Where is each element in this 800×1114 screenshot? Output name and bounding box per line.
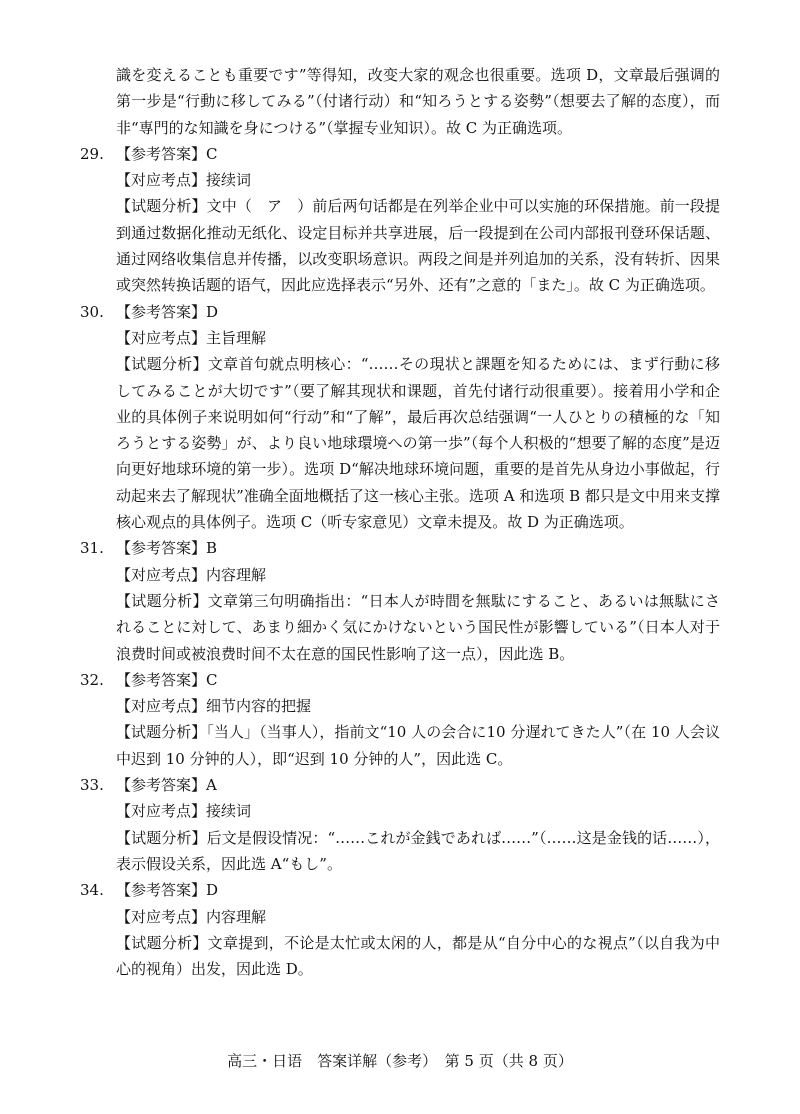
- exam-point: 【对应考点】接续词: [116, 802, 252, 821]
- question-number: 31.: [80, 539, 104, 558]
- reference-answer: 【参考答案】D: [116, 881, 219, 900]
- question-number: 33.: [80, 776, 104, 795]
- question-number: 34.: [80, 881, 104, 900]
- question-32: [80, 667, 720, 772]
- exam-point: 【对应考点】主旨理解: [116, 328, 267, 347]
- question-analysis: 【试题分析】后文是假设情况：“……これが金銭であれば……”（……这是金钱的话……），表示假设关系，因此选 A“もし”。: [116, 828, 720, 873]
- exam-point: 【对应考点】内容理解: [116, 565, 267, 584]
- question-31: [80, 535, 720, 666]
- reference-answer: 【参考答案】A: [116, 776, 217, 795]
- question-analysis: 【试题分析】文章第三句明确指出：“日本人が時間を無駄にすること、あるいは無駄にされることに対して、あまり細かく気にかけないという国民性が影響している”（日本人对于浪费时间或被浪费时间不太在意的国民性影响了这一点），因此选 B。: [116, 591, 720, 663]
- question-analysis: 【试题分析】文章提到，不论是太忙或太闲的人，都是从“自分中心的な視点”（以自我为中心的视角）出发，因此选 D。: [116, 933, 720, 979]
- reference-answer: 【参考答案】D: [116, 302, 219, 321]
- question-30: [80, 299, 720, 536]
- question-number: 29.: [80, 144, 104, 163]
- exam-point: 【对应考点】接续词: [116, 171, 252, 190]
- question-number: 30.: [80, 302, 104, 321]
- question-analysis: 【试题分析】文中（ ア ）前后两句话都是在列举企业中可以实施的环保措施。前一段提到通过数据化推动无纸化、设定目标并共享进展，后一段提到在公司内部报刊登环保话题、通过网络收集信息并传播，以改变职场意识。两段之间是并列追加的关系，没有转折、因果或突然转换话题的语气，因此应选择表示“另外、还有”之意的「また」。故 C 为正确选项。: [116, 197, 720, 295]
- exam-point: 【对应考点】内容理解: [116, 907, 267, 926]
- page-footer: 高三・日语 答案详解（参考） 第 5 页（共 8 页）: [227, 1052, 573, 1070]
- question-analysis: 【试题分析】「当人」（当事人），指前文“10 人の会合に10 分遅れてきた人”（在 10 人会议中迟到 10 分钟的人），即“迟到 10 分钟的人”，因此选 C。: [116, 723, 720, 768]
- question-29: [80, 141, 720, 299]
- reference-answer: 【参考答案】C: [116, 144, 218, 163]
- intro-paragraph: 識を変えることも重要です”等得知，改变大家的观念也很重要。选项 D，文章最后强调的第一步是“行動に移してみる”（付诸行动）和“知ろうとする姿勢”（想要去了解的态度），而非“専門的な知識を身につける”（掌握专业知识）。故 C 为正确选项。: [116, 66, 720, 137]
- reference-answer: 【参考答案】B: [116, 539, 218, 558]
- exam-point: 【对应考点】细节内容的把握: [116, 697, 312, 716]
- question-analysis: 【试题分析】文章首句就点明核心：“……その現状と課題を知るためには、まず行動に移してみることが大切です”（要了解其现状和课题，首先付诸行动很重要）。接着用小学和企业的具体例子来说明如何“行动”和“了解”，最后再次总结强调“一人ひとりの積極的な「知ろうとする姿勢」が、より良い地球環境への第一歩”（每个人积极的“想要了解的态度”是迈向更好地球环境的第一步）。选项 D“解决地球环境问题，重要的是首先从身边小事做起，行动起来去了解现状”准确全面地概括了这一核心主张。选项 A 和选项 B 都只是文中用来支撑核心观点的具体例子。选项 C（听专家意见）文章未提及。故 D 为正确选项。: [116, 355, 720, 532]
- reference-answer: 【参考答案】C: [116, 670, 218, 689]
- question-number: 32.: [80, 670, 104, 689]
- question-34: [80, 877, 720, 982]
- question-33: [80, 772, 720, 877]
